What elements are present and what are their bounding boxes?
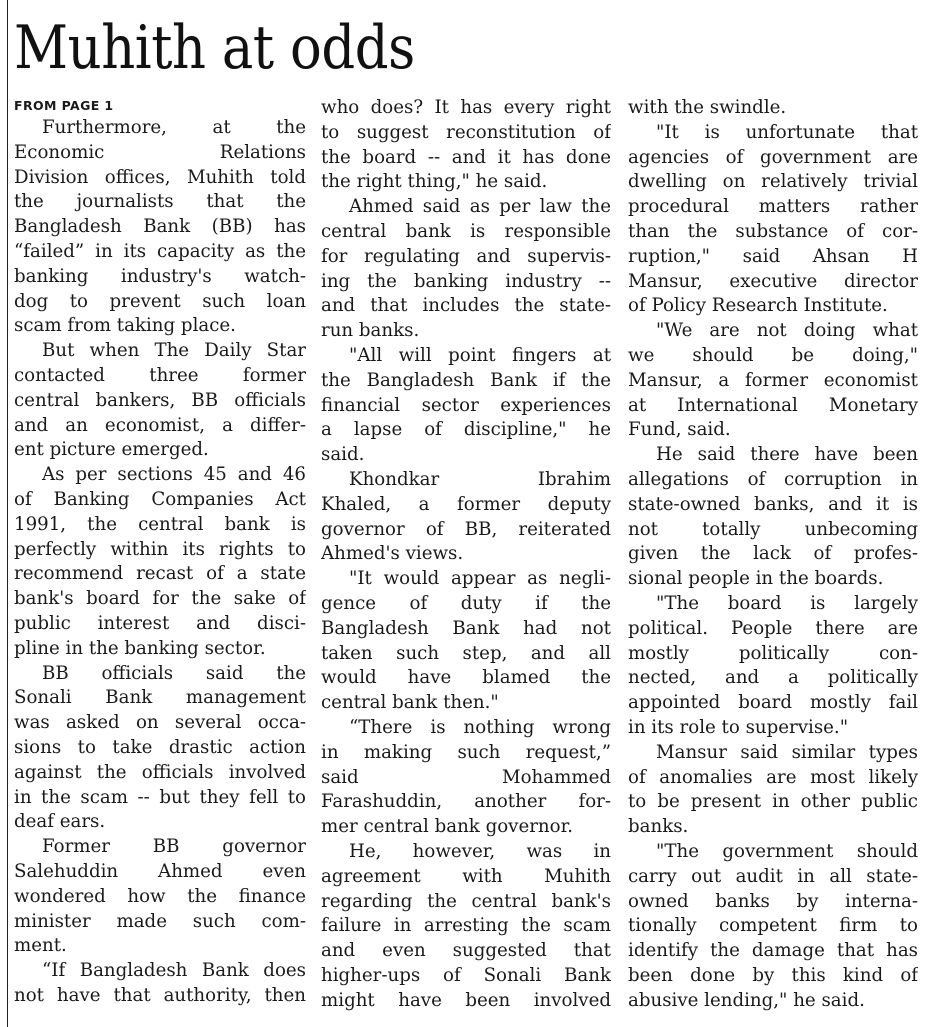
text-line: public interest and disci- [14,612,306,634]
text-line: failure in arresting the scam [321,915,611,937]
text-line: the right thing," he said. [321,171,548,193]
text-line: banks. [628,816,689,838]
article-column-3 [628,96,918,1021]
text-line: political. People there are [628,617,918,639]
text-line: Mansur, a former economist [628,369,918,391]
text-line: given the lack of profes- [628,543,918,565]
text-line: “failed” in its capacity as the [14,240,306,262]
text-line: “There is nothing wrong [349,716,611,738]
text-line: governor of BB, reiterated [321,518,611,540]
text-line: Mansur said similar types [656,741,918,763]
text-line: we should be doing," [628,344,918,366]
text-line: not have that authority, then [14,984,306,1006]
text-line: "The government should [656,840,918,862]
text-line: the journalists that the [14,191,306,213]
column-2-text [321,96,611,1013]
text-line: taken such step, and all [321,642,611,664]
text-line: ruption," said Ahsan H [628,245,918,267]
text-line: Khaled, a former deputy [321,493,611,515]
text-line: to suggest reconstitution of [321,121,611,143]
text-line: Furthermore, at the [42,117,306,138]
text-line: Khondkar Ibrahim [349,468,611,490]
text-line: carry out audit in all state- [628,865,918,887]
text-line: procedural matters rather [628,196,918,218]
text-line: deaf ears. [14,811,106,833]
text-line: Sonali Bank management [14,687,306,709]
text-line: been done by this kind of [628,964,918,986]
text-line: central bank then." [321,692,499,714]
text-line: run banks. [321,320,420,342]
text-line: Ahmed said as per law the [349,196,611,218]
text-line: Fund, said. [628,419,731,441]
text-line: sional people in the boards. [628,568,884,590]
text-line: He said there have been [656,444,918,466]
text-line: state-owned banks, and it is [628,493,918,515]
text-line: pline in the banking sector. [14,637,266,659]
text-line: and that includes the state- [321,295,611,317]
text-line: agencies of government are [628,146,918,168]
text-line: central bankers, BB officials [14,389,306,411]
headline: Muhith at odds [14,13,415,83]
text-line: “If Bangladesh Bank does [42,960,306,982]
text-line: in making such request,” [321,741,611,763]
text-line: than the substance of cor- [628,220,918,242]
text-line: But when The Daily Star [42,340,306,362]
column-3-text [628,96,918,1013]
text-line: He, however, was in [349,840,611,862]
text-line: ment. [14,935,67,957]
text-line: "We are not doing what [656,320,918,342]
text-line: abusive lending," he said. [628,989,865,1011]
text-line: Farashuddin, another for- [321,791,611,813]
text-line: the Bangladesh Bank if the [321,369,611,391]
text-line: banking industry's watch- [14,265,306,287]
text-line: Bangladesh Bank (BB) has [14,216,306,238]
text-line: agreement with Muhith [321,865,611,887]
text-line: owned banks by interna- [628,890,918,912]
column-rule [7,0,8,1027]
text-line: in its role to supervise." [628,716,849,738]
text-line: recommend recast of a state [14,563,306,585]
text-line: mer central bank governor. [321,816,574,838]
text-line: "It is unfortunate that [656,121,918,143]
text-line: a lapse of discipline," he [321,419,611,441]
text-line: would have blamed the [321,667,611,689]
text-line: higher-ups of Sonali Bank [321,964,611,986]
text-line: said. [321,444,365,466]
text-line: financial sector experiences [321,394,611,416]
text-line: As per sections 45 and 46 [42,464,306,486]
text-line: of Banking Companies Act [14,488,306,510]
article-column-1 [14,96,306,1021]
text-line: Former BB governor [42,836,306,858]
text-line: scam from taking place. [14,315,236,337]
text-line: wondered how the finance [14,885,306,907]
text-line: sions to take drastic action [14,736,306,758]
text-line: not totally unbecoming [628,518,918,540]
text-line: against the officials involved [14,761,306,783]
text-line: Division offices, Muhith told [14,166,306,188]
text-line: Salehuddin Ahmed even [14,860,306,882]
text-line: identify the damage that has [628,940,918,962]
text-line: "It would appear as negli- [349,568,611,590]
article-column-2 [321,96,611,1021]
text-line: dwelling on relatively trivial [628,171,918,193]
text-line: central bank is responsible [321,220,611,242]
text-line: who does? It has every right [321,97,611,118]
text-line: Mansur, executive director [628,270,918,292]
text-line: and an economist, a differ- [14,414,306,436]
text-line: the board -- and it has done [321,146,611,168]
text-line: regarding the central bank's [321,890,611,912]
text-line: contacted three former [14,364,306,386]
text-line: dog to prevent such loan [14,290,306,312]
text-line: "All will point fingers at [349,344,611,366]
kicker: FROM PAGE 1 [14,98,114,113]
text-line: Bangladesh Bank had not [321,617,611,639]
text-line: mostly politically con- [628,642,918,664]
text-line: perfectly within its rights to [14,538,306,560]
text-line: ent picture emerged. [14,439,209,461]
text-line: BB officials said the [42,662,306,684]
text-line: to be present in other public [628,791,918,813]
text-line: Ahmed's views. [321,543,464,565]
text-line: said Mohammed [321,766,611,788]
text-line: minister made such com- [14,910,306,932]
column-1-text [14,116,306,1009]
text-line: appointed board mostly fail [628,692,918,714]
text-line: bank's board for the sake of [14,588,306,610]
text-line: nected, and a politically [628,667,918,689]
text-line: Economic Relations [14,141,306,163]
text-line: 1991, the central bank is [14,513,306,535]
text-line: allegations of corruption in [628,468,918,490]
text-line: in the scam -- but they fell to [14,786,306,808]
text-line: gence of duty if the [321,592,611,614]
text-line: ing the banking industry -- [321,270,611,292]
text-line: at International Monetary [628,394,918,416]
text-line: of anomalies are most likely [628,766,918,788]
text-line: of Policy Research Institute. [628,295,888,317]
text-line: "The board is largely [656,592,918,614]
text-line: tionally competent firm to [628,915,918,937]
text-line: for regulating and supervis- [321,245,611,267]
text-line: with the swindle. [628,97,787,118]
text-line: and even suggested that [321,940,611,962]
text-line: might have been involved [321,989,611,1011]
text-line: was asked on several occa- [14,712,306,734]
